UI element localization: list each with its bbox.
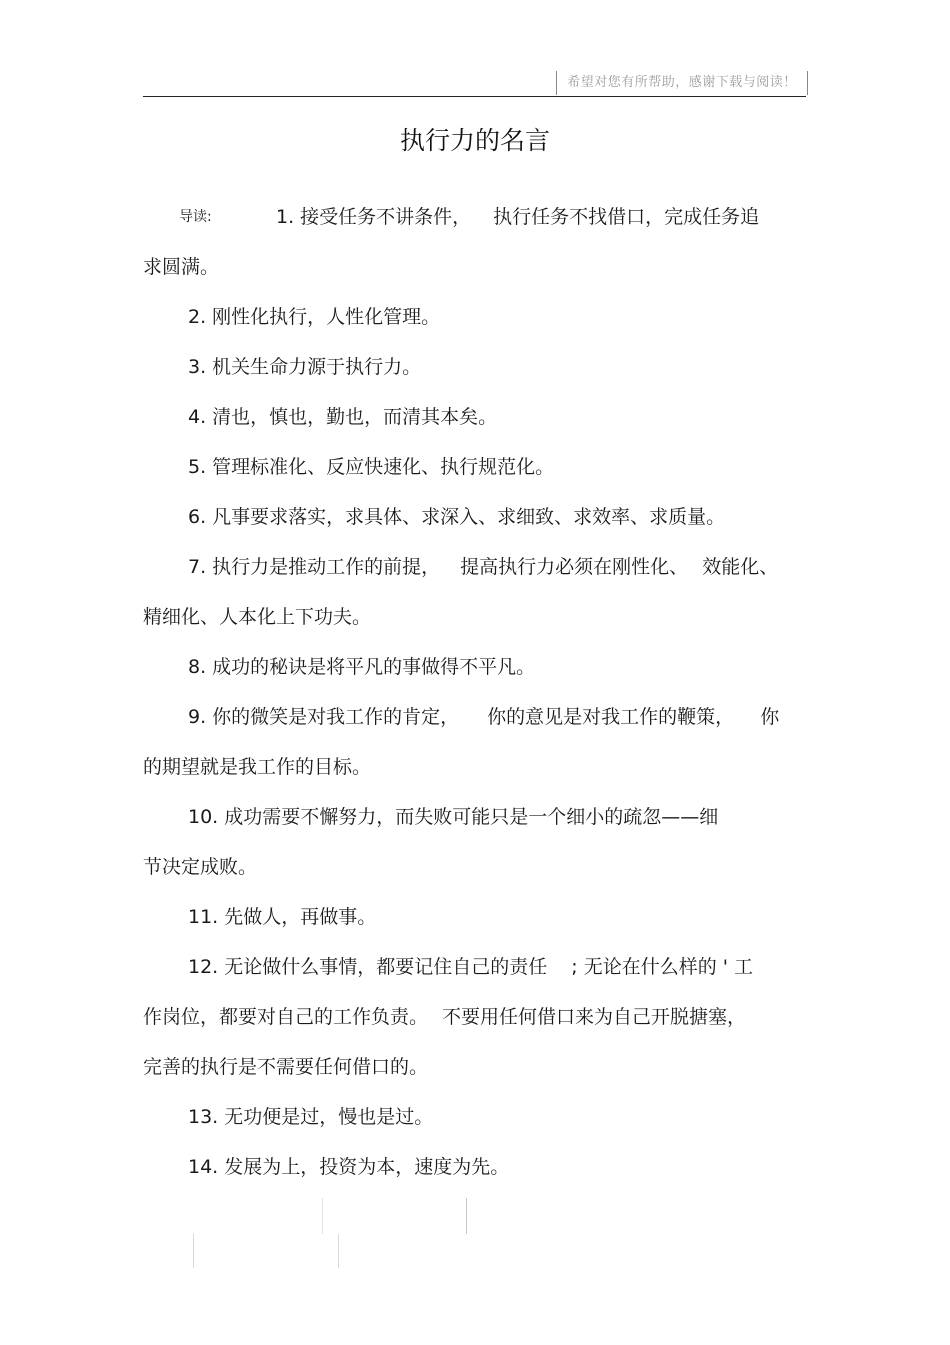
item-12-text-b: ; 无论在什么样的 ' 工 <box>571 956 754 978</box>
item-7-text-b2: 效能化、 <box>702 556 779 578</box>
item-10-line-2: 节决定成败。 <box>143 856 258 878</box>
item-3: 3. 机关生命力源于执行力。 <box>188 356 422 378</box>
item-6: 6. 凡事要求落实，求具体、求深入、求细致、求效率、求质量。 <box>188 506 726 528</box>
item-10-line-1: 10. 成功需要不懈努力，而失败可能只是一个细小的疏忽——细 <box>188 806 719 828</box>
stray-mark <box>193 1234 194 1268</box>
item-9-line-1 <box>188 704 779 730</box>
header-note: 希望对您有所帮助，感谢下载与阅读！ <box>556 71 808 95</box>
header-rule <box>143 96 806 97</box>
item-4: 4. 清也，慎也，勤也，而清其本矣。 <box>188 406 498 428</box>
item-7-line-2: 精细化、人本化上下功夫。 <box>143 606 372 628</box>
item-9-text-a: 9. 你的微笑是对我工作的肯定， <box>188 706 460 728</box>
item-9-text-b: 你的意见是对我工作的鞭策， <box>487 706 735 728</box>
stray-mark <box>466 1198 467 1234</box>
page-title: 执行力的名言 <box>399 126 550 155</box>
item-7-line-1 <box>188 554 778 580</box>
item-8: 8. 成功的秘诀是将平凡的事做得不平凡。 <box>188 656 536 678</box>
item-2: 2. 刚性化执行，人性化管理。 <box>188 306 441 328</box>
item-12-text-a: 12. 无论做什么事情，都要记住自己的责任 <box>188 956 548 978</box>
lead-label: 导读: <box>179 209 212 225</box>
item-1-line-2: 求圆满。 <box>143 256 220 278</box>
item-12-line-2 <box>143 1004 746 1030</box>
item-12-line-1 <box>188 954 753 980</box>
item-11: 11. 先做人，再做事。 <box>188 906 377 928</box>
item-12-text-c: 作岗位，都要对自己的工作负责。 <box>143 1006 429 1028</box>
item-13: 13. 无功便是过，慢也是过。 <box>188 1106 434 1128</box>
item-7-text-b: 提高执行力必须在刚性化、 <box>460 556 689 578</box>
stray-mark <box>322 1198 323 1234</box>
item-1-line-1 <box>276 204 759 230</box>
item-1-text-b: 执行任务不找借口，完成任务追 <box>493 206 760 228</box>
item-7-text-a: 7. 执行力是推动工作的前提， <box>188 556 441 578</box>
item-12-text-c2: 不要用任何借口来为自己开脱搪塞， <box>442 1006 747 1028</box>
item-9-line-2: 的期望就是我工作的目标。 <box>143 756 372 778</box>
item-5: 5. 管理标准化、反应快速化、执行规范化。 <box>188 456 555 478</box>
item-1-text-a: 1. 接受任务不讲条件， <box>276 206 472 228</box>
item-9-text-b2: 你 <box>760 706 780 728</box>
stray-mark <box>338 1234 339 1268</box>
item-14: 14. 发展为上，投资为本，速度为先。 <box>188 1156 510 1178</box>
item-12-line-3: 完善的执行是不需要任何借口的。 <box>143 1056 429 1078</box>
